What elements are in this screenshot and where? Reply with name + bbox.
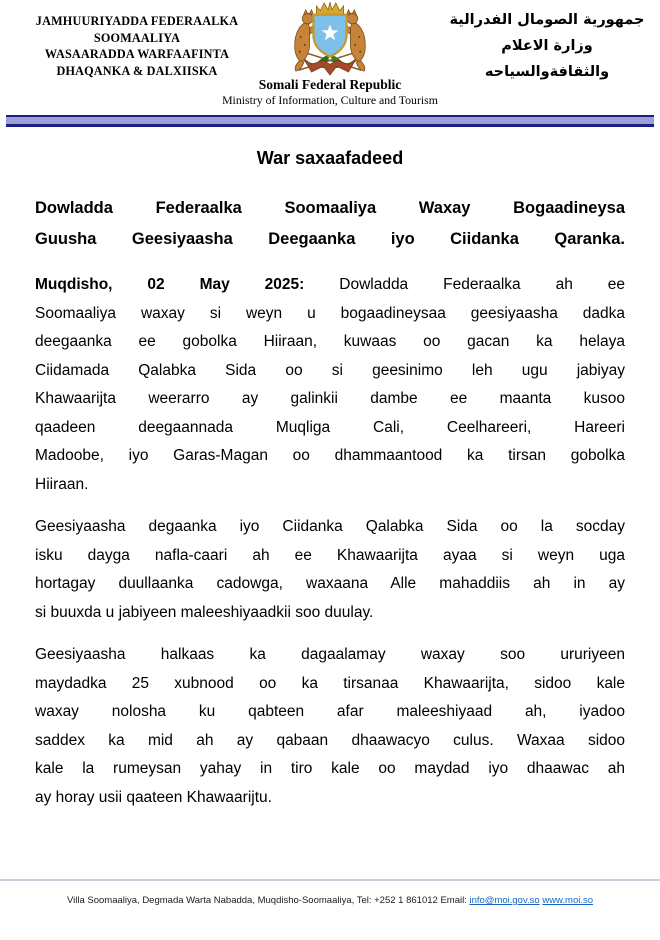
paragraph-line: saddex ka mid ah ay qabaan dhaawacyo culus. Waxaa sidoo [35, 731, 625, 749]
paragraph-line [35, 271, 625, 300]
country-name: Somali Federal Republic [258, 77, 402, 92]
press-release-title: War saxaafadeed [256, 148, 404, 168]
paragraph-line: Khawaarijta weerarro ay galinkii dambe ee maanta kusoo [35, 390, 625, 407]
ministry-name: Ministry of Information, Culture and Tourism [222, 93, 438, 107]
paragraph-line: Hiiraan. [35, 475, 89, 493]
headline-line: Guusha Geesiyaasha Deegaanka iyo Ciidanka Qaranka. [35, 230, 625, 248]
ministry-name-somali-line: SOOMAALIYA [93, 30, 181, 45]
paragraph-line: isku dayga nafla-caari ah ee Khawaarijta ayaa si weyn uga [35, 546, 625, 564]
footer-divider-rule [0, 879, 660, 881]
headline-line: Dowladda Federaalka Soomaaliya Waxay Bogaadineysa [35, 199, 625, 217]
ministry-name-arabic-line: وزارة الاعلام [501, 38, 593, 54]
paragraph-line: Madoobe, iyo Garas-Magan oo dhammaantood ka tirsan gobolka [35, 447, 625, 464]
footer [0, 894, 660, 908]
somalia-coat-of-arms-icon [286, 2, 374, 76]
paragraph-line: deegaanka ee gobolka Hiiraan, kuwaas oo gacan ka helaya [35, 333, 625, 350]
body-paragraph-1 [35, 271, 625, 499]
headline [35, 193, 625, 255]
ministry-name-arabic-line: والثقافةوالسياحه [484, 64, 610, 80]
ministry-name-somali-line: DHAQANKA & DALXIISKA [56, 63, 218, 78]
ministry-name-arabic [440, 7, 654, 85]
paragraph-line: ay horay usii qaateen Khawaarijtu. [35, 788, 272, 806]
ministry-name-somali-line: WASAARADDA WARFAAFINTA [44, 47, 230, 61]
paragraph-line: qaadeen deegaannada Muqliga Cali, Ceelhareeri, Hareeri [35, 418, 625, 436]
ministry-name-somali-line: JAMHUURIYADDA FEDERAALKA [35, 14, 239, 28]
letterhead [0, 0, 660, 112]
footer-email-link[interactable]: info@moi.gov.so [469, 895, 540, 906]
ministry-name-arabic-line: جمهورية الصومال الفدرالية [449, 12, 645, 28]
paragraph-text: Dowladda Federaalka ah ee [339, 276, 625, 293]
footer-website-link[interactable]: www.moi.so [542, 895, 594, 906]
paragraph-line: Geesiyaasha degaanka iyo Ciidanka Qalabka Sida oo la socday [35, 518, 625, 535]
paragraph-line: waxay nolosha ku qabteen afar maleeshiyaad ah, iyadoo [35, 703, 625, 720]
paragraph-line: kale la rumeysan yahay in tiro kale oo maydad iyo dhaawac ah [35, 760, 625, 777]
body-paragraph-2 [35, 513, 625, 627]
paragraph-line: hortagay duullaanka cadowga, waxaana Alle mahaddiis ah in ay [35, 575, 625, 592]
dateline: Muqdisho, 02 May 2025: [35, 276, 305, 293]
paragraph-line: si buuxda u jabiyeen maleeshiyaadkii soo duulay. [35, 603, 374, 621]
paragraph-line: Soomaaliya waxay si weyn u bogaadineysaa geesiyaasha dadka [35, 304, 625, 322]
body-paragraph-3 [35, 641, 625, 812]
paragraph-line: Geesiyaasha halkaas ka dagaalamay waxay soo ururiyeen [35, 646, 625, 663]
paragraph-line: Ciidamada Qalabka Sida oo si geesinimo leh ugu jabiyay [35, 361, 625, 379]
paragraph-line: maydadka 25 xubnood oo ka tirsanaa Khawaarijta, sidoo kale [35, 674, 625, 692]
ministry-name-somali [14, 13, 260, 79]
press-release-body [35, 193, 625, 812]
footer-address: Villa Soomaaliya, Degmada Warta Nabadda, Muqdisho-Soomaaliya, Tel: +252 1 861012 Email: [66, 895, 467, 906]
header-divider-rule [6, 115, 654, 127]
